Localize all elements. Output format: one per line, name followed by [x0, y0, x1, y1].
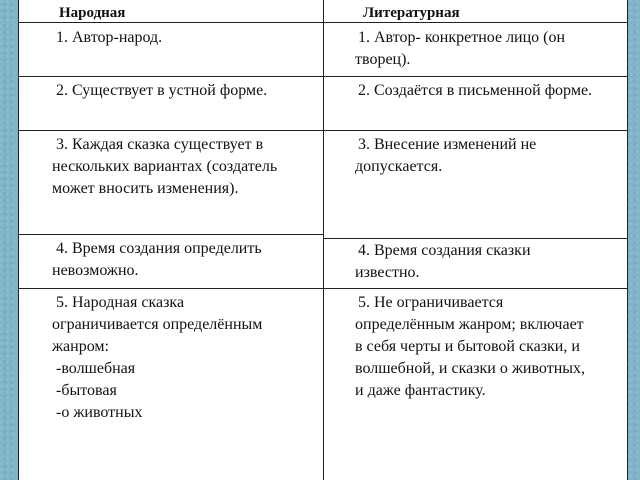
cell-line: в себя черты и бытовой сказки, и — [355, 338, 580, 355]
cell-line: 1. Автор-народ. — [56, 29, 163, 46]
cell-line: 4. Время создания сказки — [358, 242, 531, 259]
cell-line: и даже фантастику. — [355, 382, 486, 399]
header-folk: Народная — [59, 5, 126, 21]
cell-folk-4 — [52, 238, 318, 282]
row-divider — [19, 76, 323, 77]
cell-folk-3 — [52, 134, 318, 200]
cell-line: 5. Народная сказка — [56, 294, 185, 311]
document-page — [18, 0, 628, 480]
cell-literary-5 — [355, 292, 623, 402]
cell-folk-2 — [56, 80, 318, 102]
header-literary: Литературная — [363, 5, 460, 21]
cell-line: 2. Существует в устной форме. — [56, 82, 268, 99]
cell-line: творец). — [355, 51, 411, 68]
cell-literary-4 — [355, 240, 623, 284]
row-divider — [19, 234, 323, 235]
cell-line: волшебной, и сказки о животных, — [355, 360, 586, 377]
genre-list-item: -о животных — [56, 404, 143, 421]
cell-folk-1 — [56, 27, 318, 49]
cell-literary-3 — [355, 134, 623, 178]
cell-line: 4. Время создания определить — [56, 240, 262, 257]
genre-list-item: -волшебная — [56, 360, 136, 377]
cell-line: нескольких вариантах (создатель — [52, 158, 278, 175]
row-divider — [323, 76, 627, 77]
cell-folk-5 — [52, 292, 318, 424]
cell-line: 5. Не ограничивается — [358, 294, 504, 311]
row-divider — [323, 238, 627, 239]
row-divider — [19, 130, 323, 131]
row-divider — [323, 130, 627, 131]
cell-line: 1. Автор- конкретное лицо (он — [358, 29, 566, 46]
cell-line: известно. — [355, 264, 420, 281]
cell-literary-1 — [355, 27, 623, 71]
cell-literary-2 — [358, 80, 623, 102]
row-divider — [323, 288, 627, 289]
cell-line: невозможно. — [52, 262, 139, 279]
cell-line: определённым жанром; включает — [355, 316, 584, 333]
cell-line: ограничивается определённым — [52, 316, 263, 333]
cell-line: 3. Внесение изменений не — [358, 136, 537, 153]
cell-line: 2. Создаётся в письменной форме. — [358, 82, 593, 99]
cell-line: допускается. — [355, 158, 443, 175]
column-divider — [323, 0, 324, 480]
row-divider — [19, 288, 323, 289]
cell-line: может вносить изменения). — [52, 180, 239, 197]
comparison-table — [19, 0, 627, 480]
cell-line: 3. Каждая сказка существует в — [56, 136, 264, 153]
genre-list-item: -бытовая — [56, 382, 117, 399]
cell-line: жанром: — [52, 338, 109, 355]
